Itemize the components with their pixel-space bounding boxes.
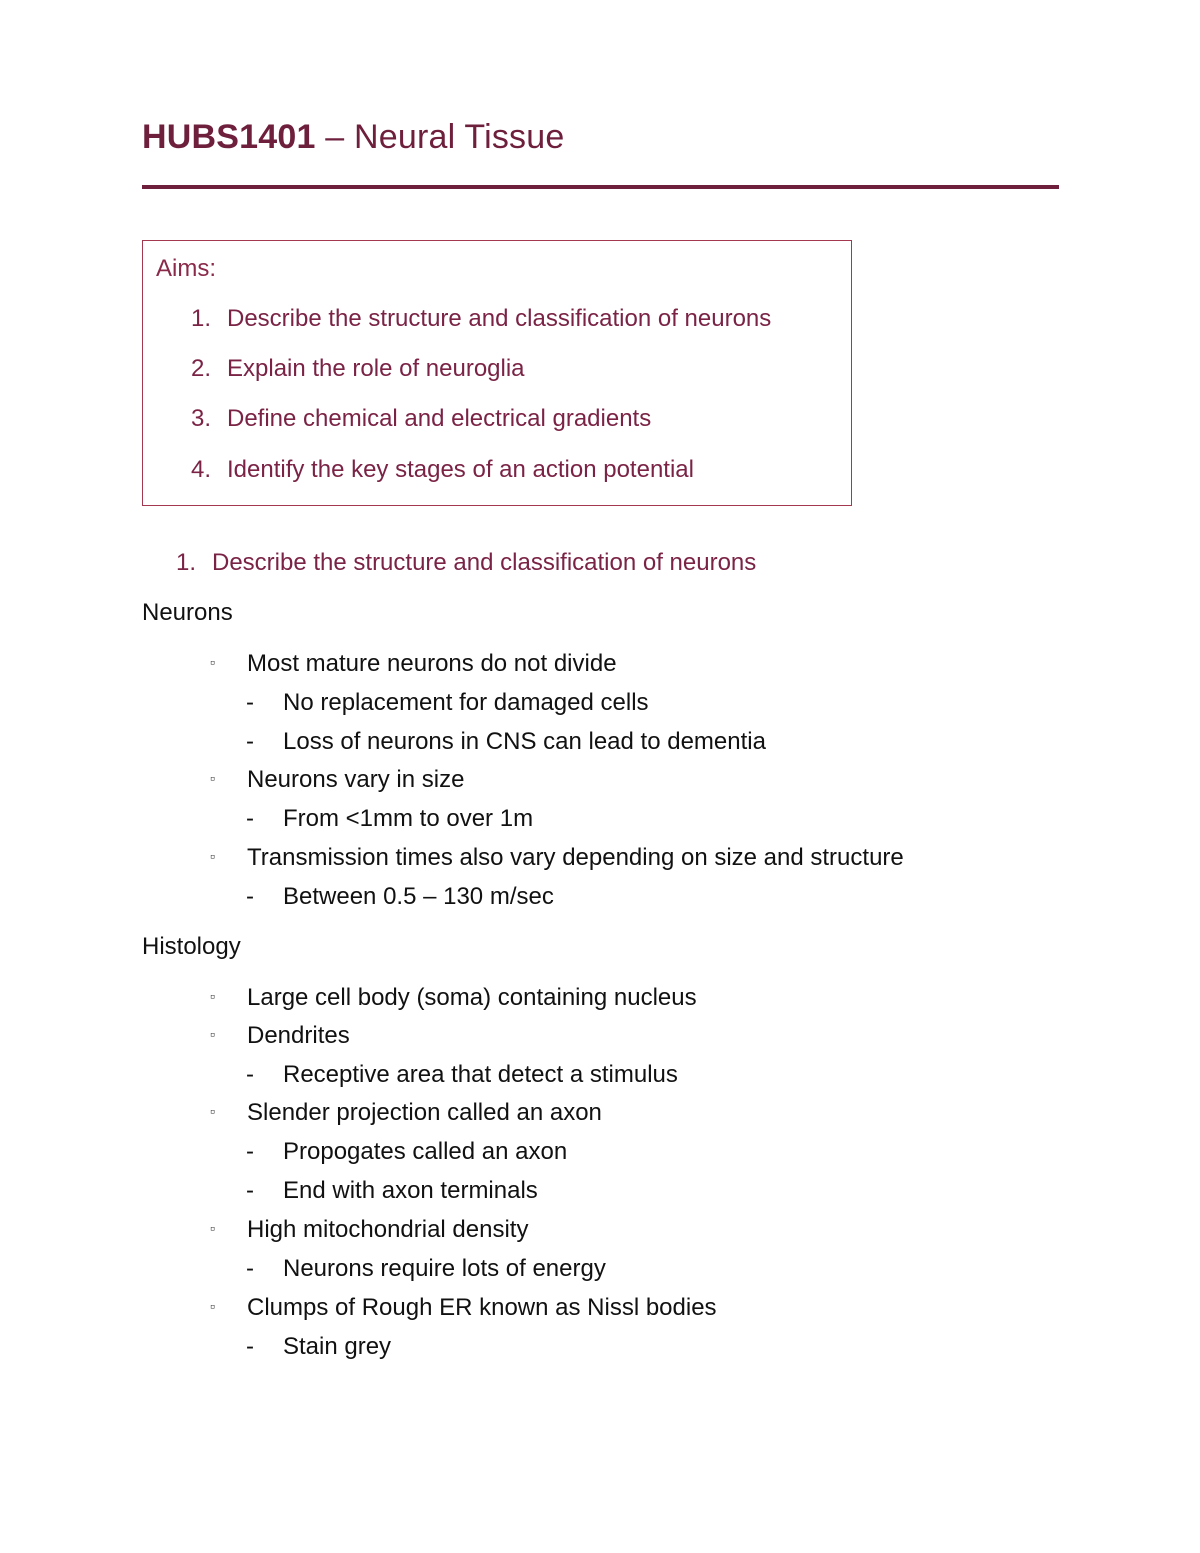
- list-item: [210, 650, 617, 678]
- dash-bullet: -: [246, 1177, 254, 1204]
- sub-item: [246, 1255, 606, 1283]
- list-item: [210, 1216, 528, 1244]
- aim-item: [191, 405, 651, 433]
- sub-item-text: From <1mm to over 1m: [283, 805, 534, 832]
- sub-item: [246, 883, 554, 911]
- square-bullet-icon: ▫: [210, 987, 215, 1004]
- page-title: [142, 118, 564, 157]
- dash-bullet: -: [246, 1255, 254, 1282]
- title-name: Neural Tissue: [353, 118, 565, 156]
- sub-item-text: Neurons require lots of energy: [283, 1255, 606, 1282]
- aim-text: Describe the structure and classification of neurons: [227, 305, 772, 332]
- list-item: [210, 1022, 350, 1050]
- list-item: [210, 984, 697, 1012]
- sub-item-text: End with axon terminals: [283, 1177, 538, 1204]
- list-item-text: Dendrites: [247, 1022, 350, 1049]
- aims-label: Aims:: [156, 255, 216, 282]
- sub-item: [246, 689, 649, 717]
- aim-number: 2.: [191, 355, 212, 382]
- sub-item-text: Receptive area that detect a stimulus: [283, 1061, 678, 1088]
- list-item-text: Neurons vary in size: [247, 766, 465, 793]
- aims-box: [142, 240, 852, 506]
- dash-bullet: -: [246, 1333, 254, 1360]
- aim-number: 4.: [191, 456, 212, 483]
- square-bullet-icon: ▫: [210, 847, 215, 864]
- list-item: [210, 1099, 602, 1127]
- sub-item-text: No replacement for damaged cells: [283, 689, 649, 716]
- section-heading: [176, 549, 756, 577]
- list-item-text: Most mature neurons do not divide: [247, 650, 617, 677]
- square-bullet-icon: ▫: [210, 1219, 215, 1236]
- sub-item: [246, 1061, 678, 1089]
- sub-item-text: Stain grey: [283, 1333, 392, 1360]
- square-bullet-icon: ▫: [210, 653, 215, 670]
- dash-bullet: -: [246, 1061, 254, 1088]
- square-bullet-icon: ▫: [210, 769, 215, 786]
- list-item-text: Slender projection called an axon: [247, 1099, 602, 1126]
- sub-item-text: Propogates called an axon: [283, 1138, 568, 1165]
- list-item-text: Transmission times also vary depending on size and structure: [247, 844, 904, 871]
- aim-item: [191, 355, 525, 383]
- sub-item: [246, 1138, 567, 1166]
- sub-item: [246, 1333, 391, 1361]
- dash-bullet: -: [246, 689, 254, 716]
- list-item: [210, 1294, 717, 1322]
- dash-bullet: -: [246, 805, 254, 832]
- square-bullet-icon: ▫: [210, 1025, 215, 1042]
- sub-item: [246, 728, 766, 756]
- list-item: [210, 844, 904, 872]
- aim-item: [191, 305, 771, 333]
- title-underline: [142, 185, 1059, 189]
- square-bullet-icon: ▫: [210, 1297, 215, 1314]
- list-item-text: Large cell body (soma) containing nucleus: [247, 984, 697, 1011]
- sub-item-text: Between 0.5 – 130 m/sec: [283, 883, 554, 910]
- aim-text: Identify the key stages of an action potential: [227, 456, 694, 483]
- dash-bullet: -: [246, 1138, 254, 1165]
- dash-bullet: -: [246, 883, 254, 910]
- course-code: HUBS1401: [142, 118, 316, 156]
- dash-bullet: -: [246, 728, 254, 755]
- section-number: 1.: [176, 549, 197, 576]
- square-bullet-icon: ▫: [210, 1102, 215, 1119]
- sub-item-text: Loss of neurons in CNS can lead to dementia: [283, 728, 766, 755]
- title-separator: –: [315, 118, 354, 156]
- sub-item: [246, 1177, 538, 1205]
- sub-item: [246, 805, 533, 833]
- list-item: [210, 766, 464, 794]
- aim-number: 3.: [191, 405, 212, 432]
- list-item-text: Clumps of Rough ER known as Nissl bodies: [247, 1294, 717, 1321]
- aim-text: Explain the role of neuroglia: [227, 355, 525, 382]
- neurons-heading: Neurons: [142, 599, 233, 626]
- section-text: Describe the structure and classification of neurons: [212, 549, 757, 576]
- aim-number: 1.: [191, 305, 212, 332]
- aim-item: [191, 456, 694, 484]
- histology-heading: Histology: [142, 933, 241, 960]
- list-item-text: High mitochondrial density: [247, 1216, 529, 1243]
- aim-text: Define chemical and electrical gradients: [227, 405, 652, 432]
